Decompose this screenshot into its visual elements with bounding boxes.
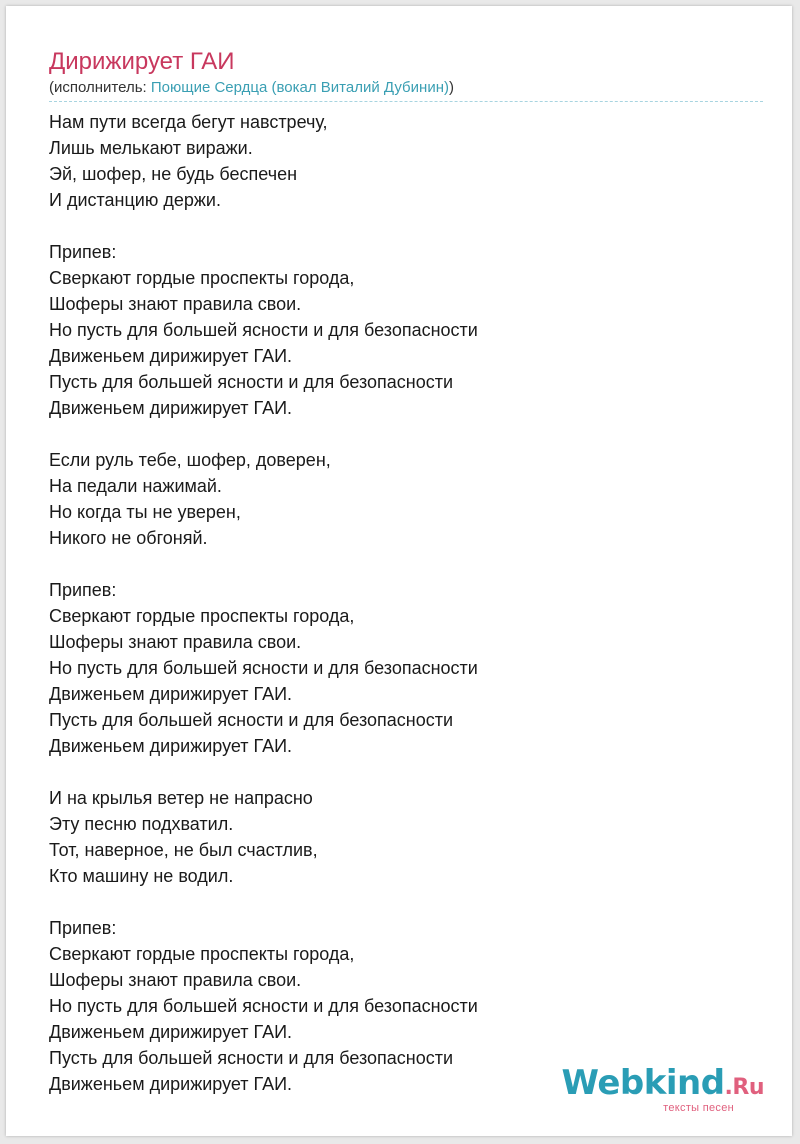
stanza-gap [49, 759, 749, 785]
stanza-gap [49, 213, 749, 239]
site-logo[interactable] [561, 1063, 764, 1114]
artist-line [49, 78, 454, 98]
lyric-line: Шоферы знают правила свои. [49, 294, 302, 314]
lyric-line: На педали нажимай. [49, 476, 222, 496]
lyric-line: Но когда ты не уверен, [49, 502, 241, 522]
lyrics-body [49, 109, 749, 1097]
artist-link[interactable]: Поющие Сердца (вокал Виталий Дубинин) [150, 79, 449, 96]
lyric-line: Тот, наверное, не был счастлив, [49, 840, 318, 860]
lyric-line: Движеньем дирижирует ГАИ. [49, 736, 293, 756]
lyric-line: Движеньем дирижирует ГАИ. [49, 684, 293, 704]
lyric-line: И на крылья ветер не напрасно [49, 788, 313, 808]
logo-wordmark [561, 1063, 764, 1105]
lyric-line: Пусть для большей ясности и для безопасности [49, 372, 454, 392]
logo-tld: .Ru [724, 1075, 764, 1100]
lyric-line: Но пусть для большей ясности и для безопасности [49, 658, 478, 678]
logo-name: Webkind [561, 1063, 725, 1103]
song-title: Дирижирует ГАИ [49, 48, 235, 75]
artist-prefix: (исполнитель: [49, 79, 151, 96]
lyric-line: Припев: [49, 918, 117, 938]
lyric-line: Припев: [49, 242, 117, 262]
page-sheet [6, 6, 792, 1136]
lyric-line: Сверкают гордые проспекты города, [49, 606, 355, 626]
lyric-line: Движеньем дирижирует ГАИ. [49, 1022, 293, 1042]
lyric-line: Движеньем дирижирует ГАИ. [49, 346, 293, 366]
lyric-line: И дистанцию держи. [49, 190, 221, 210]
lyric-line: Припев: [49, 580, 117, 600]
lyric-line: Нам пути всегда бегут навстречу, [49, 112, 328, 132]
stanza-gap [49, 889, 749, 915]
lyric-line: Но пусть для большей ясности и для безопасности [49, 996, 478, 1016]
lyric-line: Движеньем дирижирует ГАИ. [49, 1074, 293, 1094]
artist-suffix: ) [448, 79, 454, 96]
lyric-line: Эту песню подхватил. [49, 814, 234, 834]
lyric-line: Пусть для большей ясности и для безопасности [49, 710, 454, 730]
title-divider [49, 101, 763, 102]
lyric-line: Пусть для большей ясности и для безопасности [49, 1048, 454, 1068]
lyric-line: Никого не обгоняй. [49, 528, 208, 548]
lyric-line: Сверкают гордые проспекты города, [49, 944, 355, 964]
logo-tagline: тексты песен [663, 1102, 734, 1114]
lyric-line: Сверкают гордые проспекты города, [49, 268, 355, 288]
lyric-line: Шоферы знают правила свои. [49, 632, 302, 652]
lyric-line: Если руль тебе, шофер, доверен, [49, 450, 331, 470]
lyric-line: Лишь мелькают виражи. [49, 138, 253, 158]
lyric-line: Шоферы знают правила свои. [49, 970, 302, 990]
lyric-line: Движеньем дирижирует ГАИ. [49, 398, 293, 418]
lyric-line: Но пусть для большей ясности и для безопасности [49, 320, 478, 340]
stanza-gap [49, 551, 749, 577]
lyric-line: Кто машину не водил. [49, 866, 234, 886]
lyric-line: Эй, шофер, не будь беспечен [49, 164, 298, 184]
stanza-gap [49, 421, 749, 447]
